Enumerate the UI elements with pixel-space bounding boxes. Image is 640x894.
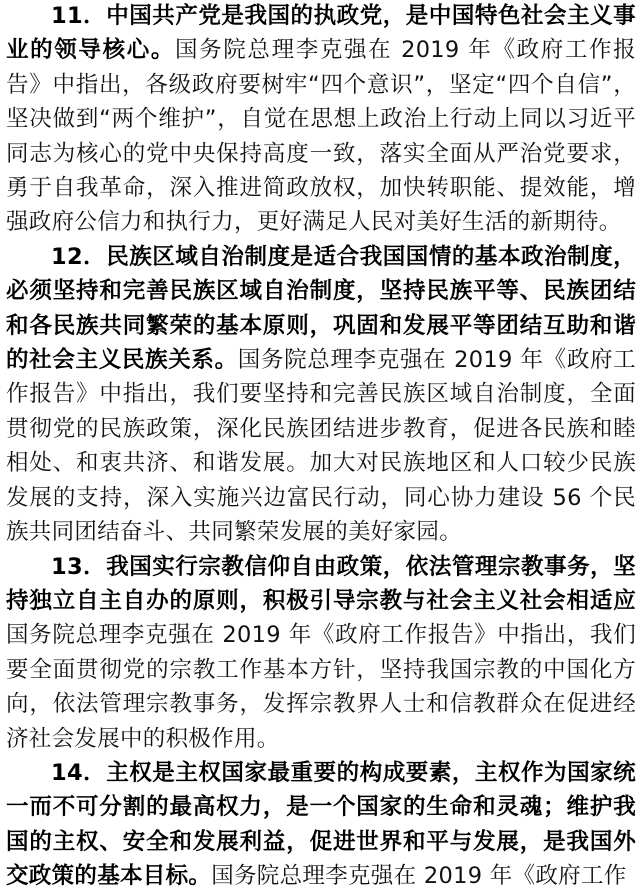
paragraph-14-body: 国务院总理李克强在 2019 年《政府工作 (211, 863, 627, 890)
paragraph-12 (6, 240, 636, 550)
paragraph-12-body: 国务院总理李克强在 2019 年《政府工作报告》中指出，我们要坚持和完善民族区域自治制度，全面贯彻党的民族政策，深化民族团结进步教育，促进各民族和睦相处、和衷共济、和谐发展。加大对民族地区和人口较少民族发展的支持，深入实施兴边富民行动，同心协力建设 56 个民族共同团结奋斗、共同繁荣发展的美好家园。 (6, 347, 636, 546)
paragraph-13-heading: 13．我国实行宗教信仰自由政策，依法管理宗教事务，坚持独立自主自办的原则，积极引导宗教与社会主义社会相适应 (6, 553, 636, 614)
paragraph-14 (6, 756, 636, 894)
paragraph-11-heading: 11．中国共产党是我国的执政党，是中国特色社会主义事业的领导核心。 (6, 3, 636, 64)
paragraph-11 (6, 0, 636, 240)
document-page (6, 0, 636, 890)
paragraph-13-body: 国务院总理李克强在 2019 年《政府工作报告》中指出，我们要全面贯彻党的宗教工作基本方针，坚持我国宗教的中国化方向，依法管理宗教事务，发挥宗教界人士和信教群众在促进经济社会发展中的积极作用。 (6, 622, 636, 752)
paragraph-14-heading: 14．主权是主权国家最重要的构成要素，主权作为国家统一而不可分割的最高权力，是一个国家的生命和灵魂；维护我国的主权、安全和发展利益，促进世界和平与发展，是我国外交政策的基本目标。 (6, 759, 636, 890)
paragraph-12-heading: 12．民族区域自治制度是适合我国国情的基本政治制度，必须坚持和完善民族区域自治制度，坚持民族平等、民族团结和各民族共同繁荣的基本原则，巩固和发展平等团结互助和谐的社会主义民族关系。 (6, 243, 636, 374)
paragraph-13 (6, 550, 636, 756)
paragraph-11-body: 国务院总理李克强在 2019 年《政府工作报告》中指出，各级政府要树牢“四个意识”，坚定“四个自信”，坚决做到“两个维护”，自觉在思想上政治上行动上同以习近平同志为核心的党中央保持高度一致，落实全面从严治党要求，勇于自我革命，深入推进简政放权，加快转职能、提效能，增强政府公信力和执行力，更好满足人民对美好生活的新期待。 (6, 37, 636, 236)
